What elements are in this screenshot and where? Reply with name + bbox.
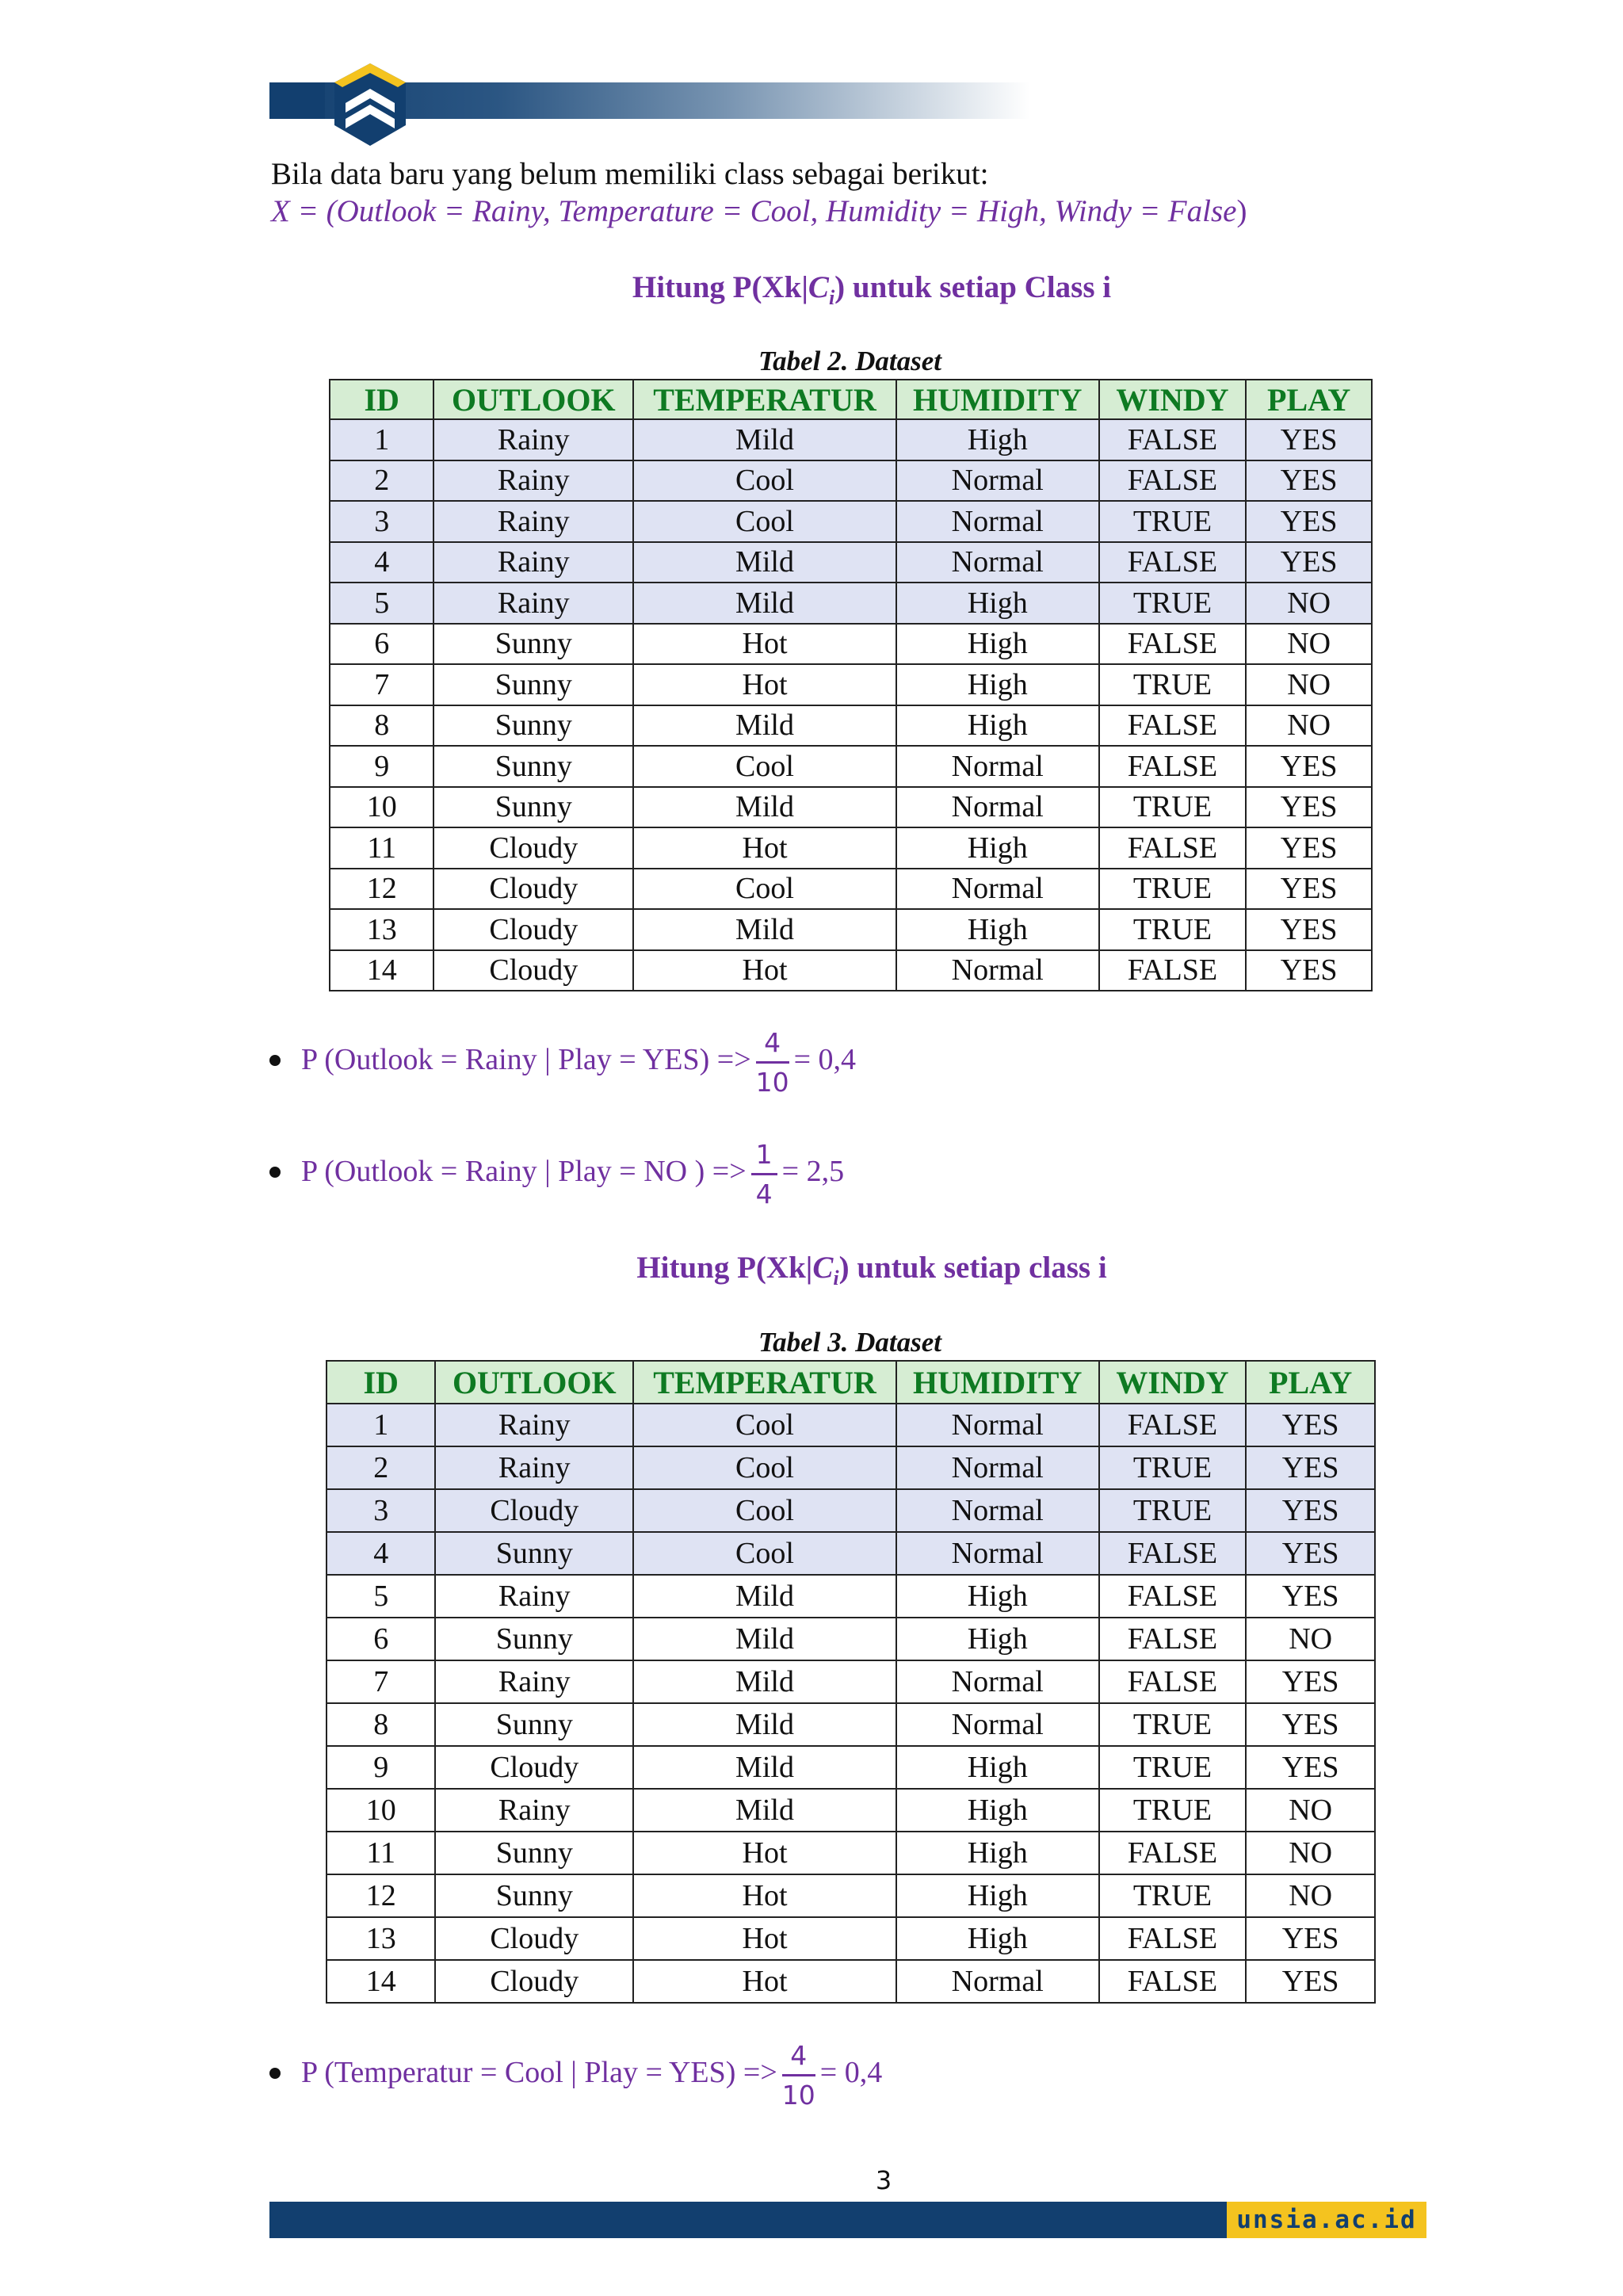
cell-humidity: High: [896, 624, 1099, 665]
cell-play: NO: [1246, 583, 1372, 624]
probability-bullet-3: [269, 2040, 882, 2111]
cell-windy: FALSE: [1099, 746, 1247, 787]
column-header-id: ID: [330, 380, 433, 419]
section-title-2: [0, 1250, 1623, 1290]
cell-id: 10: [330, 787, 433, 828]
dataset-table-3: [326, 1360, 1376, 2004]
cell-temperatur: Mild: [633, 1703, 896, 1746]
cell-temperatur: Hot: [633, 1832, 896, 1874]
cell-play: YES: [1246, 419, 1372, 460]
table-row: [327, 1404, 1375, 1446]
fraction-numerator: 4: [782, 2040, 815, 2076]
section-title-1: [0, 269, 1623, 310]
cell-play: NO: [1246, 1789, 1375, 1832]
cell-windy: FALSE: [1099, 1618, 1247, 1660]
cell-outlook: Sunny: [435, 1832, 633, 1874]
cell-windy: TRUE: [1099, 1874, 1247, 1917]
column-header-windy: WINDY: [1099, 1361, 1247, 1404]
cell-id: 7: [330, 664, 433, 705]
cell-outlook: Rainy: [435, 1660, 633, 1703]
table-row: [327, 1746, 1375, 1789]
cell-humidity: High: [896, 664, 1099, 705]
cell-humidity: Normal: [896, 1960, 1099, 2003]
table-row: [330, 501, 1372, 542]
cell-play: YES: [1246, 501, 1372, 542]
unsia-logo-icon: [327, 60, 414, 149]
cell-temperatur: Hot: [633, 1874, 896, 1917]
cell-humidity: High: [896, 1917, 1099, 1960]
cell-id: 4: [327, 1532, 435, 1575]
section-title-2-suffix: ) untuk setiap class i: [838, 1251, 1107, 1285]
footer-site-label: unsia.ac.id: [1227, 2202, 1426, 2238]
cell-temperatur: Mild: [633, 705, 896, 747]
table-row: [330, 827, 1372, 869]
cell-temperatur: Mild: [633, 1575, 896, 1618]
cell-humidity: Normal: [896, 1532, 1099, 1575]
cell-humidity: High: [896, 1618, 1099, 1660]
cell-temperatur: Mild: [633, 1618, 896, 1660]
cell-outlook: Cloudy: [435, 1917, 633, 1960]
cell-play: YES: [1246, 542, 1372, 583]
cell-play: YES: [1246, 1404, 1375, 1446]
section-title-1-suffix: ) untuk setiap Class i: [834, 270, 1112, 304]
fraction-numerator: 1: [751, 1139, 777, 1175]
cell-windy: TRUE: [1099, 1746, 1247, 1789]
table-row: [327, 1618, 1375, 1660]
table-row: [330, 705, 1372, 747]
table-caption-3: Tabel 3. Dataset: [758, 1327, 942, 1358]
header-block: [269, 82, 325, 119]
cell-id: 11: [330, 827, 433, 869]
cell-play: YES: [1246, 1532, 1375, 1575]
cell-outlook: Rainy: [433, 501, 633, 542]
cell-temperatur: Cool: [633, 1489, 896, 1532]
cell-outlook: Rainy: [433, 460, 633, 502]
cell-play: YES: [1246, 460, 1372, 502]
cell-humidity: High: [896, 1832, 1099, 1874]
cell-id: 6: [327, 1618, 435, 1660]
cell-id: 13: [327, 1917, 435, 1960]
dataset-table-2: [329, 379, 1373, 991]
cell-play: YES: [1246, 1446, 1375, 1489]
cell-windy: TRUE: [1099, 1446, 1247, 1489]
cell-temperatur: Cool: [633, 1446, 896, 1489]
column-header-humidity: HUMIDITY: [896, 1361, 1099, 1404]
cell-humidity: Normal: [896, 787, 1099, 828]
cell-temperatur: Hot: [633, 1960, 896, 2003]
cell-windy: FALSE: [1099, 1960, 1247, 2003]
cell-outlook: Cloudy: [435, 1489, 633, 1532]
cell-temperatur: Cool: [633, 501, 896, 542]
probability-bullet-2: [269, 1139, 844, 1209]
cell-windy: FALSE: [1099, 1575, 1247, 1618]
cell-play: YES: [1246, 909, 1372, 950]
cell-temperatur: Cool: [633, 1532, 896, 1575]
cell-outlook: Cloudy: [435, 1960, 633, 2003]
cell-play: NO: [1246, 624, 1372, 665]
cell-temperatur: Cool: [633, 869, 896, 910]
cell-play: YES: [1246, 1746, 1375, 1789]
cell-temperatur: Mild: [633, 583, 896, 624]
fraction-denominator: 10: [781, 2080, 815, 2111]
cell-play: NO: [1246, 1874, 1375, 1917]
cell-windy: FALSE: [1099, 1404, 1247, 1446]
cell-play: YES: [1246, 827, 1372, 869]
cell-temperatur: Cool: [633, 1404, 896, 1446]
cell-id: 2: [327, 1446, 435, 1489]
bullet-result: = 0,4: [793, 1043, 857, 1077]
cell-windy: TRUE: [1099, 909, 1247, 950]
bullet-dot: [269, 1055, 281, 1066]
table-row: [330, 542, 1372, 583]
cell-humidity: Normal: [896, 950, 1099, 991]
section-title-1-var: C: [808, 270, 829, 304]
table-row: [327, 1575, 1375, 1618]
table-row: [330, 624, 1372, 665]
fraction-numerator: 4: [756, 1027, 789, 1064]
cell-humidity: High: [896, 583, 1099, 624]
cell-windy: TRUE: [1099, 501, 1247, 542]
cell-temperatur: Mild: [633, 419, 896, 460]
cell-outlook: Cloudy: [435, 1746, 633, 1789]
fraction-denominator: 10: [755, 1067, 789, 1098]
cell-play: YES: [1246, 746, 1372, 787]
cell-id: 13: [330, 909, 433, 950]
cell-outlook: Sunny: [433, 705, 633, 747]
table-row: [330, 419, 1372, 460]
bullet-result: = 2,5: [781, 1155, 845, 1189]
cell-play: YES: [1246, 1960, 1375, 2003]
cell-id: 8: [330, 705, 433, 747]
cell-outlook: Sunny: [435, 1532, 633, 1575]
table-row: [327, 1960, 1375, 2003]
cell-outlook: Rainy: [435, 1446, 633, 1489]
probability-bullet-1: [269, 1027, 856, 1098]
column-header-windy: WINDY: [1099, 380, 1247, 419]
cell-humidity: Normal: [896, 869, 1099, 910]
cell-outlook: Sunny: [435, 1874, 633, 1917]
cell-play: YES: [1246, 1489, 1375, 1532]
cell-temperatur: Cool: [633, 460, 896, 502]
table-row: [330, 460, 1372, 502]
cell-windy: FALSE: [1099, 1660, 1247, 1703]
section-title-2-sub: i: [833, 1266, 839, 1289]
column-header-play: PLAY: [1246, 1361, 1375, 1404]
cell-windy: FALSE: [1099, 419, 1247, 460]
cell-windy: FALSE: [1099, 542, 1247, 583]
cell-id: 5: [330, 583, 433, 624]
cell-id: 5: [327, 1575, 435, 1618]
cell-windy: TRUE: [1099, 1489, 1247, 1532]
table-row: [327, 1703, 1375, 1746]
cell-humidity: High: [896, 1874, 1099, 1917]
cell-id: 9: [330, 746, 433, 787]
bullet-result: = 0,4: [819, 2056, 883, 2090]
cell-id: 11: [327, 1832, 435, 1874]
table-row: [327, 1660, 1375, 1703]
cell-humidity: Normal: [896, 1489, 1099, 1532]
cell-outlook: Rainy: [435, 1789, 633, 1832]
cell-temperatur: Hot: [633, 827, 896, 869]
cell-temperatur: Mild: [633, 1746, 896, 1789]
cell-humidity: Normal: [896, 1660, 1099, 1703]
cell-outlook: Cloudy: [433, 909, 633, 950]
cell-id: 14: [330, 950, 433, 991]
cell-play: YES: [1246, 1660, 1375, 1703]
cell-windy: TRUE: [1099, 1703, 1247, 1746]
cell-temperatur: Mild: [633, 1660, 896, 1703]
cell-outlook: Rainy: [435, 1404, 633, 1446]
table-row: [330, 664, 1372, 705]
column-header-humidity: HUMIDITY: [896, 380, 1099, 419]
column-header-play: PLAY: [1246, 380, 1372, 419]
cell-id: 2: [330, 460, 433, 502]
cell-windy: FALSE: [1099, 460, 1247, 502]
cell-outlook: Rainy: [433, 542, 633, 583]
cell-temperatur: Hot: [633, 664, 896, 705]
new-data-text: X = (Outlook = Rainy, Temperature = Cool, Humidity = High, Windy = False: [271, 194, 1237, 228]
cell-humidity: Normal: [896, 542, 1099, 583]
section-title-1-sub: i: [828, 285, 835, 309]
cell-temperatur: Cool: [633, 746, 896, 787]
cell-outlook: Sunny: [433, 746, 633, 787]
table-row: [330, 746, 1372, 787]
intro-line: Bila data baru yang belum memiliki class sebagai berikut:: [271, 157, 989, 191]
cell-id: 7: [327, 1660, 435, 1703]
bullet-text: P (Temperatur = Cool | Play = YES) =>: [301, 2056, 777, 2090]
cell-humidity: High: [896, 827, 1099, 869]
new-data-close: ): [1236, 194, 1247, 228]
cell-id: 12: [327, 1874, 435, 1917]
cell-play: YES: [1246, 787, 1372, 828]
cell-windy: FALSE: [1099, 950, 1247, 991]
cell-play: YES: [1246, 1917, 1375, 1960]
cell-play: YES: [1246, 1703, 1375, 1746]
cell-outlook: Sunny: [435, 1618, 633, 1660]
cell-id: 1: [327, 1404, 435, 1446]
table-row: [330, 869, 1372, 910]
cell-windy: TRUE: [1099, 1789, 1247, 1832]
fraction: [751, 1139, 777, 1209]
table-row: [327, 1532, 1375, 1575]
cell-outlook: Cloudy: [433, 827, 633, 869]
cell-outlook: Cloudy: [433, 869, 633, 910]
cell-play: YES: [1246, 950, 1372, 991]
cell-temperatur: Hot: [633, 624, 896, 665]
fraction: [782, 2040, 815, 2111]
footer-bar: [269, 2202, 1227, 2238]
cell-humidity: High: [896, 1789, 1099, 1832]
cell-humidity: Normal: [896, 1703, 1099, 1746]
cell-outlook: Sunny: [433, 624, 633, 665]
cell-humidity: Normal: [896, 501, 1099, 542]
cell-outlook: Sunny: [435, 1703, 633, 1746]
column-header-outlook: OUTLOOK: [433, 380, 633, 419]
cell-temperatur: Mild: [633, 909, 896, 950]
cell-outlook: Sunny: [433, 664, 633, 705]
table-row: [330, 950, 1372, 991]
cell-outlook: Cloudy: [433, 950, 633, 991]
table-row: [327, 1446, 1375, 1489]
cell-windy: FALSE: [1099, 705, 1247, 747]
cell-windy: FALSE: [1099, 827, 1247, 869]
cell-id: 1: [330, 419, 433, 460]
table-row: [327, 1874, 1375, 1917]
cell-outlook: Rainy: [433, 419, 633, 460]
cell-id: 3: [330, 501, 433, 542]
bullet-dot: [269, 1167, 281, 1178]
cell-humidity: High: [896, 1575, 1099, 1618]
cell-humidity: Normal: [896, 1446, 1099, 1489]
table-row: [330, 909, 1372, 950]
cell-id: 3: [327, 1489, 435, 1532]
cell-windy: FALSE: [1099, 1832, 1247, 1874]
table-row: [327, 1789, 1375, 1832]
new-data-definition: [271, 193, 1247, 231]
cell-play: YES: [1246, 1575, 1375, 1618]
cell-id: 9: [327, 1746, 435, 1789]
cell-windy: TRUE: [1099, 583, 1247, 624]
cell-windy: TRUE: [1099, 869, 1247, 910]
column-header-id: ID: [327, 1361, 435, 1404]
cell-id: 8: [327, 1703, 435, 1746]
table-row: [330, 787, 1372, 828]
section-title-1-prefix: Hitung P(Xk|: [632, 270, 808, 304]
cell-windy: TRUE: [1099, 664, 1247, 705]
cell-play: NO: [1246, 664, 1372, 705]
cell-humidity: High: [896, 909, 1099, 950]
bullet-text: P (Outlook = Rainy | Play = NO ) =>: [301, 1155, 747, 1189]
table-row: [327, 1489, 1375, 1532]
fraction-denominator: 4: [755, 1179, 773, 1209]
column-header-temperatur: TEMPERATUR: [633, 1361, 896, 1404]
cell-id: 14: [327, 1960, 435, 2003]
cell-temperatur: Hot: [633, 950, 896, 991]
cell-outlook: Sunny: [433, 787, 633, 828]
table-caption-2: Tabel 2. Dataset: [758, 346, 942, 376]
cell-play: NO: [1246, 705, 1372, 747]
cell-play: NO: [1246, 1618, 1375, 1660]
bullet-dot: [269, 2068, 281, 2079]
section-title-2-prefix: Hitung P(Xk|: [636, 1251, 813, 1285]
cell-windy: FALSE: [1099, 1532, 1247, 1575]
table-row: [330, 583, 1372, 624]
cell-humidity: Normal: [896, 746, 1099, 787]
column-header-temperatur: TEMPERATUR: [633, 380, 896, 419]
cell-outlook: Rainy: [435, 1575, 633, 1618]
cell-windy: FALSE: [1099, 1917, 1247, 1960]
cell-play: YES: [1246, 869, 1372, 910]
cell-windy: TRUE: [1099, 787, 1247, 828]
cell-temperatur: Hot: [633, 1917, 896, 1960]
cell-humidity: Normal: [896, 1404, 1099, 1446]
cell-humidity: Normal: [896, 460, 1099, 502]
table-row: [327, 1917, 1375, 1960]
cell-id: 6: [330, 624, 433, 665]
cell-id: 4: [330, 542, 433, 583]
cell-outlook: Rainy: [433, 583, 633, 624]
cell-temperatur: Mild: [633, 542, 896, 583]
cell-temperatur: Mild: [633, 1789, 896, 1832]
column-header-outlook: OUTLOOK: [435, 1361, 633, 1404]
cell-temperatur: Mild: [633, 787, 896, 828]
cell-windy: FALSE: [1099, 624, 1247, 665]
section-title-2-var: C: [812, 1251, 834, 1285]
cell-id: 10: [327, 1789, 435, 1832]
table-row: [327, 1832, 1375, 1874]
cell-humidity: High: [896, 705, 1099, 747]
fraction: [756, 1027, 789, 1098]
cell-play: NO: [1246, 1832, 1375, 1874]
cell-id: 12: [330, 869, 433, 910]
page-number: 3: [875, 2165, 892, 2195]
bullet-text: P (Outlook = Rainy | Play = YES) =>: [301, 1043, 751, 1077]
cell-humidity: High: [896, 419, 1099, 460]
cell-humidity: High: [896, 1746, 1099, 1789]
